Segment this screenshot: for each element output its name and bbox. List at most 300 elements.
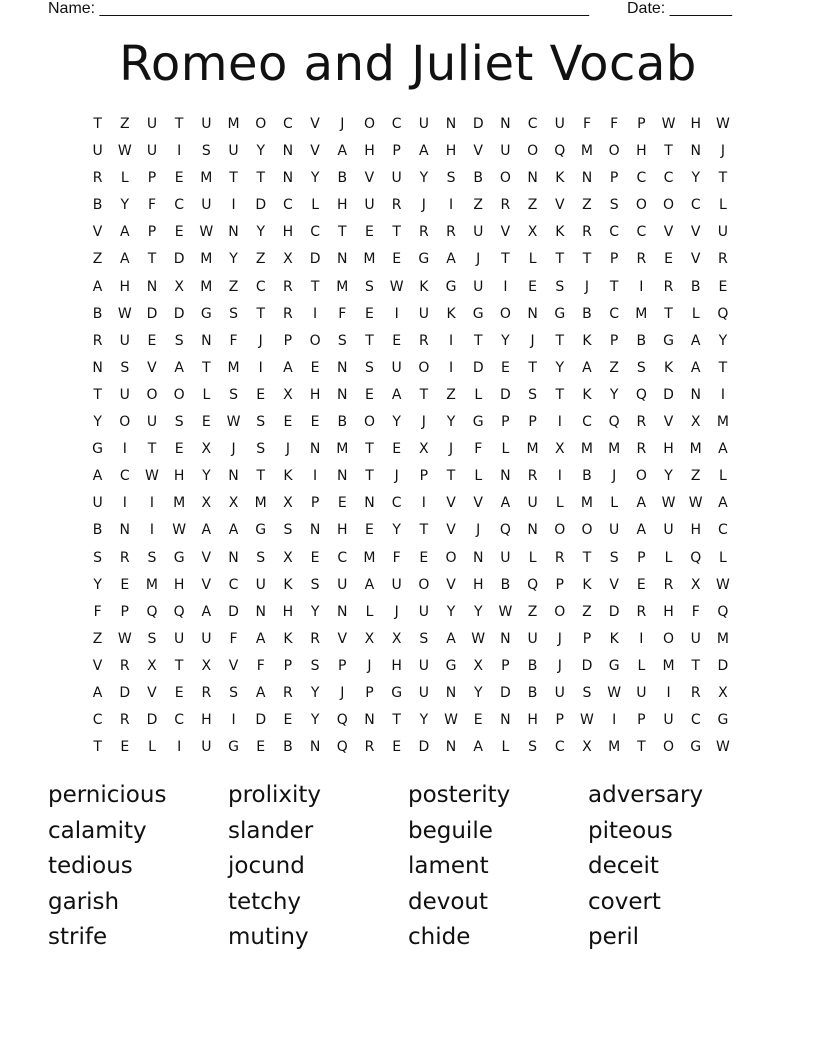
grid-cell[interactable]: P	[283, 332, 293, 349]
grid-cell[interactable]: U	[146, 143, 158, 160]
grid-cell[interactable]: H	[527, 712, 538, 729]
grid-cell[interactable]: K	[446, 305, 456, 322]
grid-cell[interactable]: F	[229, 332, 238, 349]
grid-cell[interactable]: N	[500, 468, 511, 485]
grid-cell[interactable]: J	[421, 197, 426, 214]
grid-cell[interactable]: Z	[582, 197, 592, 214]
grid-cell[interactable]: U	[418, 603, 429, 620]
grid-cell[interactable]: N	[228, 224, 239, 241]
grid-cell[interactable]: V	[473, 495, 483, 512]
grid-cell[interactable]: R	[636, 441, 647, 458]
grid-cell[interactable]: E	[365, 305, 374, 322]
grid-cell[interactable]: N	[146, 278, 158, 295]
grid-cell[interactable]: X	[174, 278, 184, 295]
grid-cell[interactable]: W	[117, 143, 132, 160]
grid-cell[interactable]: A	[364, 576, 375, 593]
grid-cell[interactable]: T	[691, 657, 700, 674]
grid-cell[interactable]: A	[473, 739, 483, 756]
grid-cell[interactable]: M	[662, 657, 675, 674]
grid-cell[interactable]: C	[174, 712, 185, 729]
grid-cell[interactable]: I	[177, 739, 182, 756]
grid-cell[interactable]: E	[365, 386, 374, 403]
grid-cell[interactable]: G	[200, 305, 212, 322]
grid-cell[interactable]: C	[636, 170, 647, 187]
grid-cell[interactable]: D	[228, 603, 239, 620]
grid-cell[interactable]: V	[228, 657, 239, 674]
grid-cell[interactable]: L	[528, 251, 537, 268]
grid-cell[interactable]: T	[365, 468, 374, 485]
grid-cell[interactable]: H	[690, 522, 701, 539]
grid-cell[interactable]: R	[663, 576, 674, 593]
grid-cell[interactable]: R	[636, 414, 647, 431]
grid-cell[interactable]: T	[392, 224, 401, 241]
grid-cell[interactable]: T	[365, 441, 374, 458]
grid-cell[interactable]: J	[231, 441, 236, 458]
grid-cell[interactable]: D	[255, 197, 267, 214]
grid-cell[interactable]: J	[612, 468, 617, 485]
grid-cell[interactable]: R	[446, 224, 456, 241]
grid-cell[interactable]: Y	[229, 251, 238, 268]
grid-cell[interactable]: U	[690, 630, 701, 647]
grid-cell[interactable]: D	[472, 359, 484, 376]
grid-cell[interactable]: L	[719, 549, 727, 566]
grid-cell[interactable]: N	[527, 305, 538, 322]
grid-cell[interactable]: X	[419, 441, 429, 458]
grid-cell[interactable]: Y	[555, 359, 565, 376]
grid-cell[interactable]: O	[663, 197, 675, 214]
grid-cell[interactable]: T	[392, 712, 401, 729]
grid-cell[interactable]: T	[93, 386, 102, 403]
grid-cell[interactable]: R	[310, 630, 320, 647]
grid-cell[interactable]: M	[145, 576, 159, 593]
grid-cell[interactable]: T	[419, 386, 429, 403]
grid-cell[interactable]: G	[418, 251, 430, 268]
grid-cell[interactable]: U	[663, 712, 674, 729]
grid-cell[interactable]: V	[663, 414, 674, 431]
grid-cell[interactable]: R	[500, 197, 511, 214]
grid-cell[interactable]: C	[690, 197, 701, 214]
grid-cell[interactable]: J	[367, 657, 372, 674]
grid-cell[interactable]: U	[527, 630, 538, 647]
grid-cell[interactable]: Q	[527, 576, 539, 593]
grid-cell[interactable]: T	[718, 359, 728, 376]
grid-cell[interactable]: A	[446, 251, 456, 268]
grid-cell[interactable]: I	[231, 712, 236, 729]
grid-cell[interactable]: J	[394, 603, 399, 620]
grid-cell[interactable]: G	[228, 739, 239, 756]
grid-cell[interactable]: V	[446, 576, 456, 593]
grid-cell[interactable]: X	[690, 414, 701, 431]
grid-cell[interactable]: X	[201, 495, 212, 512]
grid-cell[interactable]: D	[472, 116, 484, 132]
grid-cell[interactable]: J	[340, 116, 345, 132]
grid-cell[interactable]: R	[418, 224, 429, 241]
grid-cell[interactable]: J	[448, 441, 454, 458]
grid-cell[interactable]: U	[174, 630, 185, 647]
grid-cell[interactable]: M	[526, 441, 539, 458]
grid-cell[interactable]: X	[527, 224, 538, 241]
grid-cell[interactable]: N	[500, 712, 511, 729]
grid-cell[interactable]: Z	[228, 278, 239, 295]
grid-cell[interactable]: C	[283, 116, 293, 132]
grid-cell[interactable]: T	[501, 251, 510, 268]
grid-cell[interactable]: P	[609, 332, 619, 349]
grid-cell[interactable]: M	[173, 495, 186, 512]
grid-cell[interactable]: Q	[717, 305, 729, 322]
grid-cell[interactable]: M	[580, 441, 594, 458]
grid-cell[interactable]: A	[636, 522, 647, 539]
grid-cell[interactable]: T	[174, 657, 184, 674]
grid-cell[interactable]: N	[472, 549, 484, 566]
grid-cell[interactable]: E	[256, 386, 266, 403]
grid-cell[interactable]: R	[690, 684, 701, 701]
grid-cell[interactable]: Z	[527, 603, 538, 620]
grid-cell[interactable]: P	[120, 603, 129, 620]
grid-cell[interactable]: I	[177, 143, 182, 160]
grid-cell[interactable]: M	[635, 305, 648, 322]
grid-cell[interactable]: W	[471, 630, 486, 647]
grid-cell[interactable]: S	[147, 549, 157, 566]
grid-cell[interactable]: L	[719, 468, 727, 485]
grid-cell[interactable]: F	[392, 549, 401, 566]
grid-cell[interactable]: Z	[92, 251, 103, 268]
grid-cell[interactable]: B	[92, 522, 103, 539]
grid-cell[interactable]: X	[283, 251, 293, 268]
grid-cell[interactable]: V	[147, 359, 157, 376]
grid-cell[interactable]: P	[147, 224, 157, 241]
grid-cell[interactable]: M	[716, 630, 729, 647]
grid-cell[interactable]: C	[609, 305, 620, 322]
grid-cell[interactable]: O	[554, 603, 566, 620]
grid-cell[interactable]: S	[174, 332, 184, 349]
grid-cell[interactable]: J	[584, 278, 590, 295]
grid-cell[interactable]: G	[255, 522, 267, 539]
grid-cell[interactable]: P	[609, 170, 619, 187]
grid-cell[interactable]: I	[448, 359, 454, 376]
grid-cell[interactable]: U	[717, 224, 729, 241]
grid-cell[interactable]: R	[527, 468, 538, 485]
grid-cell[interactable]: T	[637, 739, 646, 756]
grid-cell[interactable]: Z	[473, 197, 484, 214]
grid-cell[interactable]: S	[310, 576, 320, 593]
grid-cell[interactable]: U	[500, 143, 511, 160]
grid-cell[interactable]: T	[93, 116, 102, 132]
grid-cell[interactable]: H	[364, 143, 375, 160]
grid-cell[interactable]: U	[228, 143, 239, 160]
grid-cell[interactable]: T	[93, 739, 102, 756]
grid-cell[interactable]: D	[418, 739, 430, 756]
grid-cell[interactable]: V	[446, 495, 456, 512]
grid-cell[interactable]: V	[609, 576, 619, 593]
grid-cell[interactable]: S	[256, 549, 266, 566]
grid-cell[interactable]: C	[391, 116, 402, 132]
grid-cell[interactable]: C	[119, 468, 130, 485]
grid-cell[interactable]: K	[663, 359, 674, 376]
grid-cell[interactable]: N	[309, 739, 321, 756]
grid-cell[interactable]: E	[365, 522, 374, 539]
grid-cell[interactable]: H	[173, 468, 185, 485]
grid-cell[interactable]: M	[200, 251, 213, 268]
grid-cell[interactable]: E	[310, 359, 320, 376]
grid-cell[interactable]: Y	[664, 468, 673, 485]
grid-cell[interactable]: A	[92, 468, 103, 485]
grid-cell[interactable]: E	[500, 359, 510, 376]
grid-cell[interactable]: L	[120, 170, 129, 187]
grid-cell[interactable]: U	[201, 739, 212, 756]
grid-cell[interactable]: R	[636, 603, 647, 620]
grid-cell[interactable]: Q	[146, 603, 158, 620]
grid-cell[interactable]: P	[283, 657, 293, 674]
grid-cell[interactable]: Q	[499, 522, 511, 539]
grid-cell[interactable]: H	[663, 441, 674, 458]
grid-cell[interactable]: Y	[310, 712, 320, 729]
grid-cell[interactable]: N	[527, 522, 538, 539]
grid-cell[interactable]: K	[582, 386, 592, 403]
grid-cell[interactable]: A	[690, 359, 701, 376]
grid-cell[interactable]: J	[557, 657, 562, 674]
grid-cell[interactable]: M	[580, 143, 594, 160]
grid-cell[interactable]: N	[445, 684, 457, 701]
grid-cell[interactable]: Y	[392, 522, 401, 539]
grid-cell[interactable]: Q	[690, 549, 702, 566]
grid-cell[interactable]: R	[92, 170, 103, 187]
grid-cell[interactable]: R	[283, 278, 293, 295]
grid-cell[interactable]: S	[419, 630, 429, 647]
grid-cell[interactable]: K	[555, 170, 565, 187]
grid-cell[interactable]: A	[718, 441, 728, 458]
grid-cell[interactable]: C	[609, 224, 620, 241]
grid-cell[interactable]: U	[201, 116, 212, 132]
grid-cell[interactable]: W	[580, 712, 594, 729]
grid-cell[interactable]: W	[145, 468, 159, 485]
grid-cell[interactable]: S	[365, 359, 374, 376]
grid-cell[interactable]: A	[92, 684, 103, 701]
grid-cell[interactable]: U	[500, 549, 511, 566]
grid-cell[interactable]: T	[202, 359, 211, 376]
grid-cell[interactable]: L	[474, 468, 483, 485]
grid-cell[interactable]: O	[173, 386, 185, 403]
grid-cell[interactable]: P	[392, 143, 401, 160]
grid-cell[interactable]: C	[337, 549, 348, 566]
grid-cell[interactable]: T	[664, 305, 673, 322]
grid-cell[interactable]: N	[337, 386, 348, 403]
grid-cell[interactable]: W	[715, 576, 730, 593]
grid-cell[interactable]: P	[637, 712, 646, 729]
grid-cell[interactable]: Y	[310, 170, 320, 187]
grid-cell[interactable]: H	[309, 386, 321, 403]
grid-cell[interactable]: I	[149, 495, 155, 512]
grid-cell[interactable]: Y	[310, 684, 320, 701]
grid-cell[interactable]: V	[201, 549, 212, 566]
grid-cell[interactable]: U	[92, 495, 103, 512]
grid-cell[interactable]: H	[663, 603, 674, 620]
grid-cell[interactable]: I	[612, 712, 617, 729]
grid-cell[interactable]: E	[392, 332, 402, 349]
grid-cell[interactable]: M	[227, 359, 240, 376]
grid-cell[interactable]: C	[718, 522, 728, 539]
grid-cell[interactable]: F	[229, 630, 238, 647]
grid-cell[interactable]: T	[419, 522, 429, 539]
grid-cell[interactable]: O	[527, 143, 539, 160]
grid-cell[interactable]: N	[309, 522, 321, 539]
grid-cell[interactable]: A	[500, 495, 511, 512]
grid-cell[interactable]: G	[608, 657, 620, 674]
grid-cell[interactable]: K	[555, 224, 565, 241]
grid-cell[interactable]: N	[581, 170, 593, 187]
grid-cell[interactable]: B	[527, 657, 538, 674]
grid-cell[interactable]: P	[338, 657, 347, 674]
grid-cell[interactable]: H	[119, 278, 131, 295]
grid-cell[interactable]: Y	[718, 332, 728, 349]
grid-cell[interactable]: H	[173, 576, 185, 593]
grid-cell[interactable]: A	[92, 278, 103, 295]
grid-cell[interactable]: V	[310, 116, 320, 132]
grid-cell[interactable]: P	[582, 630, 592, 647]
grid-cell[interactable]: N	[228, 468, 239, 485]
grid-cell[interactable]: J	[258, 332, 263, 349]
grid-cell[interactable]: I	[448, 332, 454, 349]
grid-cell[interactable]: Y	[473, 684, 483, 701]
grid-cell[interactable]: P	[528, 414, 537, 431]
grid-cell[interactable]: E	[337, 495, 347, 512]
grid-cell[interactable]: T	[310, 278, 320, 295]
grid-cell[interactable]: E	[120, 739, 130, 756]
grid-cell[interactable]: G	[690, 739, 702, 756]
grid-cell[interactable]: C	[283, 197, 293, 214]
grid-cell[interactable]: T	[256, 468, 265, 485]
grid-cell[interactable]: K	[582, 576, 592, 593]
grid-cell[interactable]: S	[337, 332, 347, 349]
grid-cell[interactable]: U	[554, 684, 565, 701]
grid-cell[interactable]: P	[419, 468, 429, 485]
grid-cell[interactable]: Y	[93, 414, 102, 431]
grid-cell[interactable]: S	[636, 359, 646, 376]
grid-cell[interactable]: N	[527, 170, 538, 187]
grid-cell[interactable]: H	[391, 657, 402, 674]
grid-cell[interactable]: B	[582, 468, 592, 485]
grid-cell[interactable]: O	[363, 414, 375, 431]
grid-cell[interactable]: C	[663, 170, 674, 187]
grid-cell[interactable]: M	[689, 441, 702, 458]
grid-cell[interactable]: E	[528, 278, 538, 295]
grid-cell[interactable]: N	[690, 143, 701, 160]
grid-cell[interactable]: P	[310, 495, 320, 512]
grid-cell[interactable]: X	[147, 657, 157, 674]
grid-cell[interactable]: N	[364, 712, 375, 729]
grid-cell[interactable]: U	[418, 657, 429, 674]
grid-cell[interactable]: I	[720, 386, 725, 403]
grid-cell[interactable]: Q	[554, 143, 566, 160]
grid-cell[interactable]: E	[174, 684, 184, 701]
grid-cell[interactable]: F	[582, 116, 591, 132]
grid-cell[interactable]: Y	[392, 414, 401, 431]
grid-cell[interactable]: E	[283, 712, 293, 729]
grid-cell[interactable]: V	[690, 224, 701, 241]
grid-cell[interactable]: Q	[173, 603, 185, 620]
grid-cell[interactable]: V	[92, 657, 103, 674]
grid-cell[interactable]: A	[337, 143, 348, 160]
grid-cell[interactable]: Y	[256, 143, 265, 160]
grid-cell[interactable]: S	[174, 414, 184, 431]
grid-cell[interactable]: O	[499, 170, 511, 187]
grid-cell[interactable]: C	[174, 197, 185, 214]
grid-cell[interactable]: N	[119, 522, 131, 539]
grid-cell[interactable]: C	[582, 414, 592, 431]
grid-cell[interactable]: I	[666, 684, 671, 701]
grid-cell[interactable]: R	[663, 278, 674, 295]
grid-cell[interactable]: G	[663, 332, 674, 349]
grid-cell[interactable]: W	[715, 739, 730, 756]
grid-cell[interactable]: L	[664, 549, 673, 566]
grid-cell[interactable]: O	[635, 468, 647, 485]
grid-cell[interactable]: P	[365, 684, 374, 701]
grid-cell[interactable]: L	[474, 386, 483, 403]
grid-cell[interactable]: J	[530, 332, 535, 349]
grid-cell[interactable]: T	[473, 332, 483, 349]
grid-cell[interactable]: N	[500, 630, 511, 647]
grid-cell[interactable]: L	[501, 441, 510, 458]
grid-cell[interactable]: I	[394, 305, 399, 322]
grid-cell[interactable]: W	[444, 712, 458, 729]
grid-cell[interactable]: B	[636, 332, 647, 349]
grid-cell[interactable]: C	[92, 712, 103, 729]
grid-cell[interactable]: J	[285, 441, 290, 458]
grid-cell[interactable]: X	[473, 657, 484, 674]
grid-cell[interactable]: J	[476, 251, 481, 268]
grid-cell[interactable]: N	[201, 332, 212, 349]
grid-cell[interactable]: T	[528, 359, 537, 376]
grid-cell[interactable]: X	[364, 630, 375, 647]
grid-cell[interactable]: S	[201, 143, 211, 160]
grid-cell[interactable]: N	[337, 603, 348, 620]
grid-cell[interactable]: S	[528, 739, 538, 756]
grid-cell[interactable]: O	[119, 414, 131, 431]
grid-cell[interactable]: N	[337, 359, 348, 376]
grid-cell[interactable]: C	[527, 116, 538, 132]
grid-cell[interactable]: S	[365, 278, 374, 295]
grid-cell[interactable]: E	[365, 224, 374, 241]
grid-cell[interactable]: O	[445, 549, 457, 566]
grid-cell[interactable]: Y	[120, 197, 130, 214]
grid-cell[interactable]: Z	[582, 603, 592, 620]
grid-cell[interactable]: W	[172, 522, 187, 539]
grid-cell[interactable]: V	[310, 143, 320, 160]
grid-cell[interactable]: T	[256, 170, 265, 187]
grid-cell[interactable]: S	[147, 630, 157, 647]
grid-cell[interactable]: V	[147, 684, 157, 701]
grid-cell[interactable]: F	[474, 441, 483, 458]
grid-cell[interactable]: Y	[446, 414, 456, 431]
grid-cell[interactable]: P	[609, 251, 619, 268]
grid-cell[interactable]: A	[582, 359, 592, 376]
grid-cell[interactable]: J	[476, 522, 481, 539]
grid-cell[interactable]: S	[446, 170, 456, 187]
grid-cell[interactable]: A	[119, 224, 130, 241]
grid-cell[interactable]: A	[119, 251, 130, 268]
grid-cell[interactable]: C	[554, 739, 565, 756]
grid-cell[interactable]: S	[256, 441, 266, 458]
grid-cell[interactable]: Y	[609, 386, 619, 403]
grid-cell[interactable]: R	[119, 549, 130, 566]
name-field-label[interactable]: Name: _______________________________________________________	[48, 0, 589, 17]
grid-cell[interactable]: M	[608, 739, 621, 756]
grid-cell[interactable]: A	[174, 359, 184, 376]
grid-cell[interactable]: N	[445, 739, 457, 756]
grid-cell[interactable]: U	[201, 197, 212, 214]
grid-cell[interactable]: C	[310, 224, 320, 241]
grid-cell[interactable]: I	[639, 630, 644, 647]
grid-cell[interactable]: U	[418, 684, 429, 701]
